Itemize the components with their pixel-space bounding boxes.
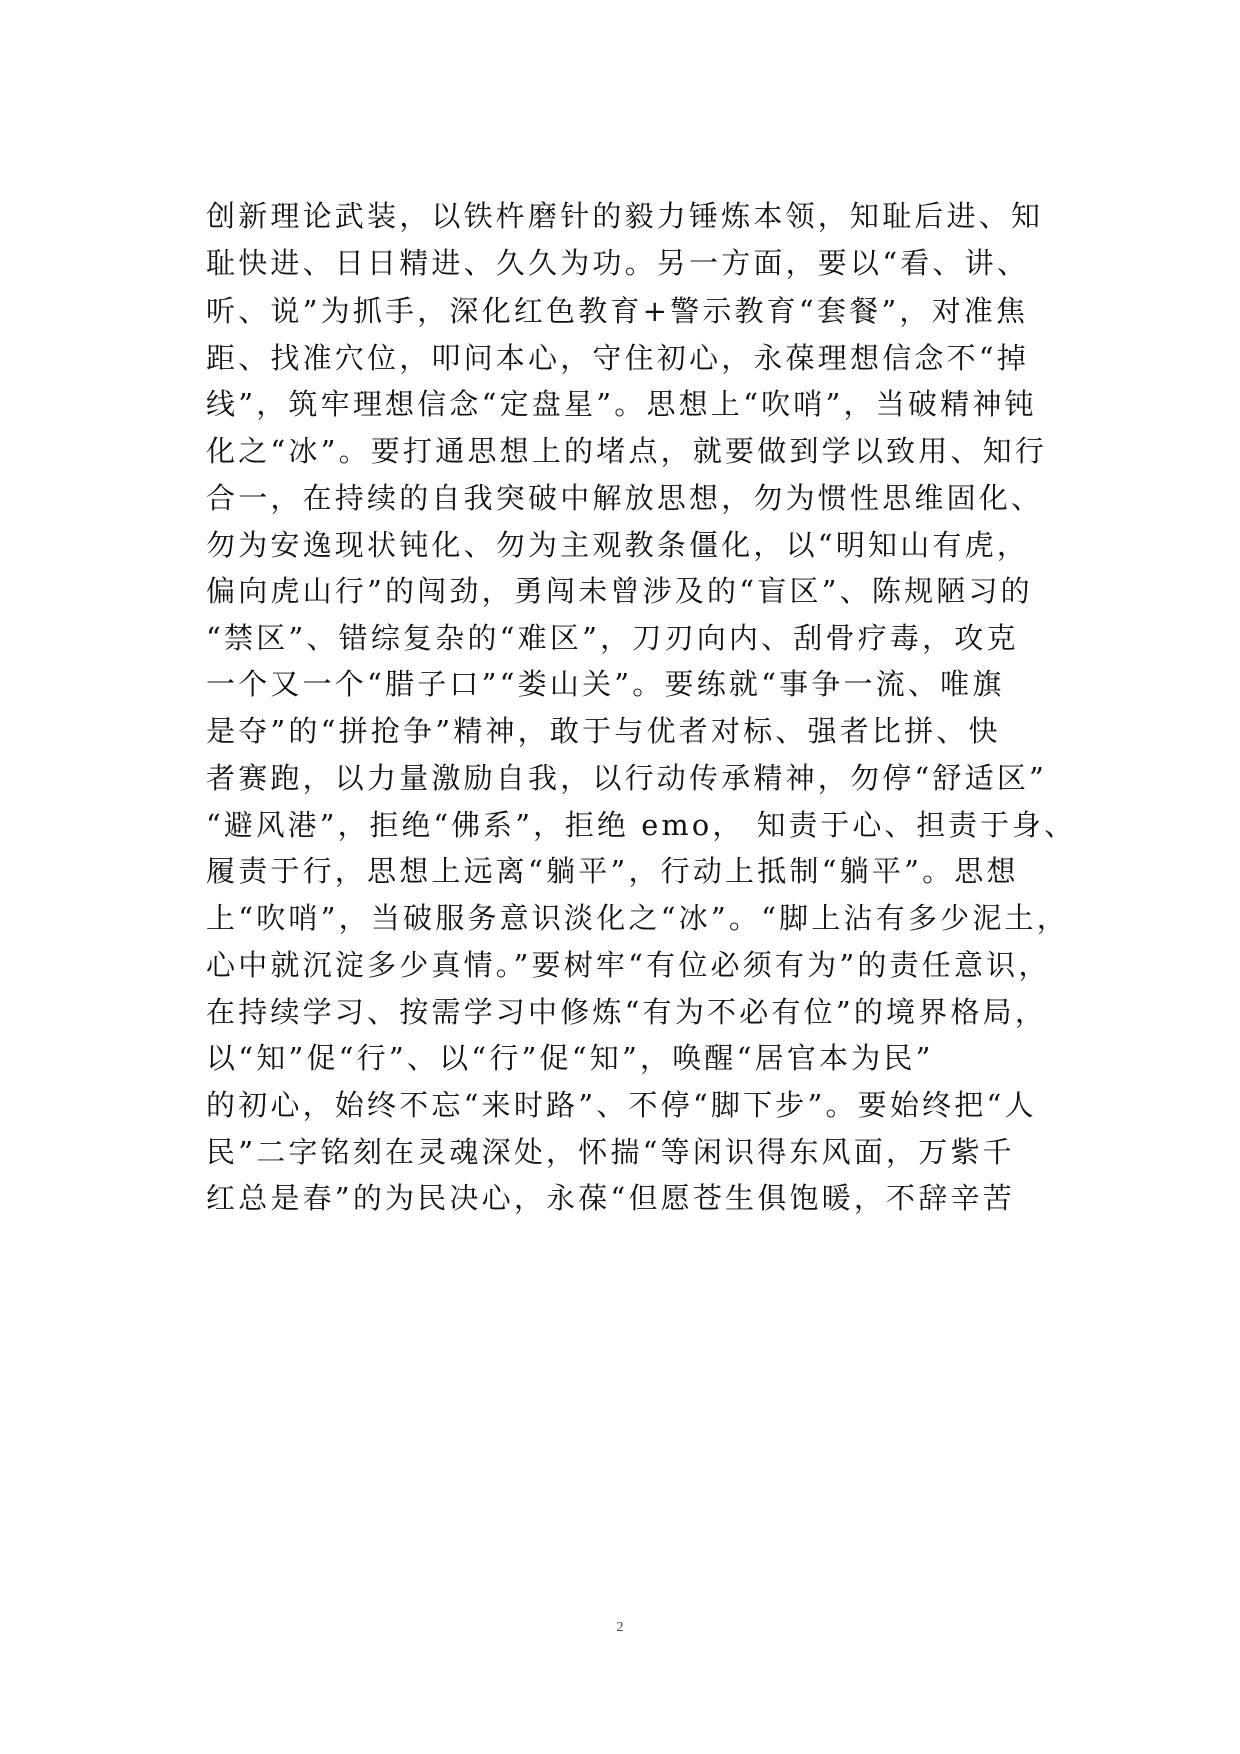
text-line: 心中就沉淀多少真情。”要树牢“有位必须有为”的责任意识， [206, 948, 1051, 982]
text-line: 民”二字铭刻在灵魂深处，怀揣“等闲识得东风面，万紫千 [206, 1135, 1015, 1169]
text-line: 化之“冰”。要打通思想上的堵点，就要做到学以致用、知行 [206, 434, 1048, 468]
page-number: 2 [616, 1620, 624, 1635]
text-line: 线”，筑牢理想信念“定盘星”。思想上“吹哨”，当破精神钝 [206, 387, 1037, 421]
text-line: “避风港”，拒绝“佛系”，拒绝 emo， 知责于心、担责于身、 [206, 808, 1077, 842]
text-line: 距、找准穴位，叩问本心，守住初心，永葆理想信念不“掉 [206, 341, 1030, 375]
text-line: 听、说”为抓手，深化红色教育+警示教育“套餐”，对准焦 [206, 294, 1029, 328]
text-line: 合一，在持续的自我突破中解放思想，勿为惯性思维固化、 [206, 481, 1044, 515]
text-line: 红总是春”的为民决心，永葆“但愿苍生俱饱暖，不辞辛苦 [206, 1181, 1015, 1215]
text-line: 勿为安逸现状钝化、勿为主观教条僵化，以“明知山有虎， [206, 528, 1030, 562]
text-line: 在持续学习、按需学习中修炼“有为不必有位”的境界格局， [206, 995, 1048, 1029]
text-line: 一个又一个“腊子口”“娄山关”。要练就“事争一流、唯旗 [206, 667, 1005, 701]
text-line: 偏向虎山行”的闯劲，勇闯未曾涉及的“盲区”、陈规陋习的 [206, 574, 1033, 608]
text-line: 者赛跑，以力量激励自我，以行动传承精神，勿停“舒适区” [206, 761, 1048, 795]
text-line: 的初心，始终不忘“来时路”、不停“脚下步”。要始终把“人 [206, 1088, 1037, 1122]
text-line: 履责于行，思想上远离“躺平”，行动上抵制“躺平”。思想 [206, 854, 1019, 888]
text-line: 创新理论武装，以铁杵磨针的毅力锤炼本领，知耻后进、知 [206, 199, 1044, 233]
text-line: 是夺”的“拼抢争”精神，敢于与优者对标、强者比拼、快 [206, 714, 1001, 748]
text-line: 上“吹哨”，当破服务意识淡化之“冰”。“脚上沾有多少泥土， [206, 901, 1069, 935]
text-line: “禁区”、错综复杂的“难区”，刀刃向内、刮骨疗毒，攻克 [206, 621, 1019, 655]
text-line: 以“知”促“行”、以“行”促“知”，唤醒“居官本为民” [206, 1041, 934, 1075]
text-line: 耻快进、日日精进、久久为功。另一方面，要以“看、讲、 [206, 246, 1030, 280]
